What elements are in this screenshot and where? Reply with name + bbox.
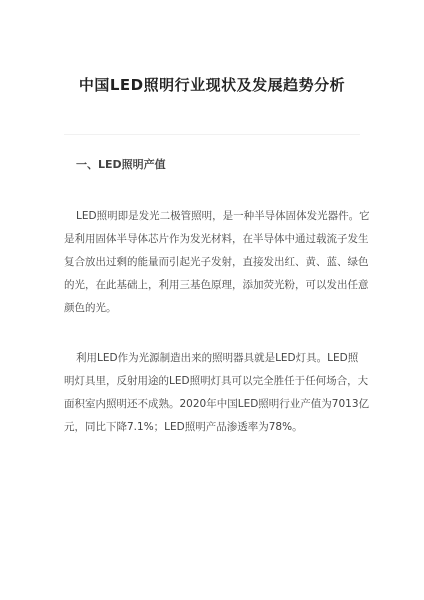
paragraph-line: 元，同比下降7.1%；LED照明产品渗透率为78%。: [64, 421, 303, 433]
paragraph-line: 明灯具里，反射用途的LED照明灯具可以完全胜任于任何场合，大: [64, 375, 369, 387]
paragraph-led-definition: [64, 205, 370, 320]
paragraph-led-output: [64, 347, 370, 439]
paragraph-line: 的光，在此基础上，利用三基色原理，添加荧光粉，可以发出任意: [64, 279, 369, 291]
paragraph-line: 是利用固体半导体芯片作为发光材料，在半导体中通过载流子发生: [64, 233, 369, 245]
paragraph-line: 面积室内照明还不成熟。2020年中国LED照明行业产值为7013亿: [64, 398, 370, 410]
paragraph-line: 复合放出过剩的能量而引起光子发射，直接发出红、黄、蓝、绿色: [64, 256, 369, 268]
paragraph-line: 利用LED作为光源制造出来的照明器具就是LED灯具。LED照: [76, 352, 359, 364]
section-heading: 一、LED照明产值: [76, 158, 166, 171]
paragraph-line: 颜色的光。: [64, 302, 117, 314]
title-divider: [64, 134, 360, 135]
document-title: 中国LED照明行业现状及发展趋势分析: [78, 76, 346, 94]
paragraph-line: LED照明即是发光二极管照明，是一种半导体固体发光器件。它: [76, 210, 370, 222]
